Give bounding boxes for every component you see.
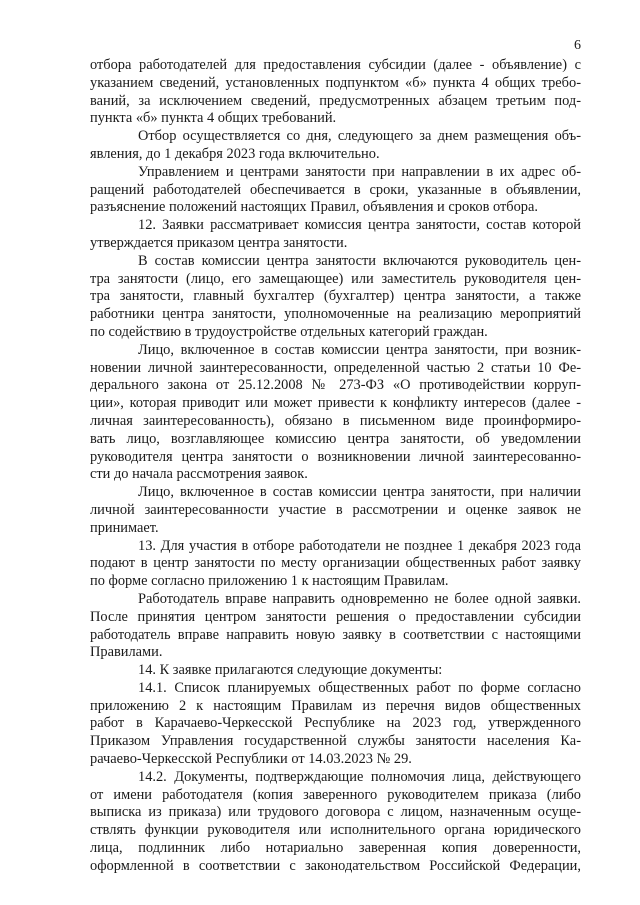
text-line: указанием сведений, установленных подпунктом «б» пункта 4 общих требо-	[90, 74, 581, 91]
text-line: пункта «б» пункта 4 общих требований.	[90, 110, 337, 127]
text-line: Правилами.	[90, 644, 163, 661]
text-line: лица, подлинник либо нотариально заверенная копия доверенности,	[90, 840, 581, 857]
text-line: 12. Заявки рассматривает комиссия центра занятости, состав которой	[138, 217, 581, 234]
text-line: ствлять функции руководителя или исполнительного органа юридического	[90, 822, 581, 839]
text-line: тра занятости (лицо, его замещающее) или заместитель руководителя цен-	[90, 270, 581, 287]
text-line: Работодатель вправе направить одновременно не более одной заявки.	[138, 590, 581, 607]
text-line: В состав комиссии центра занятости включаются руководитель цен-	[138, 252, 581, 269]
text-line: приложению 2 к настоящим Правилам из перечня видов общественных	[90, 697, 581, 714]
text-line: 14.1. Список планируемых общественных работ по форме согласно	[138, 679, 581, 696]
text-line: 13. Для участия в отборе работодатели не позднее 1 декабря 2023 года	[138, 537, 581, 554]
text-line: по форме согласно приложению 1 к настоящим Правилам.	[90, 573, 449, 590]
text-line: оформленной в соответствии с законодательством Российской Федерации,	[90, 857, 581, 874]
text-line: рачаево-Черкесской Республики от 14.03.2023 № 29.	[90, 751, 412, 768]
document-body	[90, 57, 581, 876]
text-line: ции», которая приводит или может привести к конфликту интересов (далее -	[90, 395, 581, 412]
text-line: Отбор осуществляется со дня, следующего за днем размещения объ-	[138, 128, 581, 145]
text-line: личная заинтересованность), обязано в письменном виде проинформиро-	[90, 412, 581, 429]
text-line: принимает.	[90, 519, 159, 536]
text-line: от имени работодателя (копия заверенного руководителем приказа (либо	[90, 786, 581, 803]
text-line: Лицо, включенное в состав комиссии центра занятости, при наличии	[138, 484, 581, 501]
text-line: сти до начала рассмотрения заявок.	[90, 466, 308, 483]
text-line: отбора работодателей для предоставления субсидии (далее - объявление) с	[90, 57, 581, 73]
text-line: руководителя центра занятости о возникновении личной заинтересованно-	[90, 448, 581, 465]
text-line: ваний, за исключением сведений, предусмотренных абзацем третьим под-	[90, 92, 581, 109]
text-line: работ в Карачаево-Черкесской Республике на 2023 год, утвержденного	[90, 715, 581, 732]
text-line: Управлением и центрами занятости при направлении в их адрес об-	[138, 163, 581, 180]
text-line: подают в центр занятости по месту организации общественных работ заявку	[90, 555, 581, 572]
text-line: 14.2. Документы, подтверждающие полномочия лица, действующего	[138, 768, 581, 785]
text-line: Лицо, включенное в состав комиссии центра занятости, при возник-	[138, 341, 581, 358]
text-line: После принятия центром занятости решения о предоставлении субсидии	[90, 608, 581, 625]
text-line: явления, до 1 декабря 2023 года включительно.	[90, 145, 380, 162]
text-line: новении личной заинтересованности, определенной частью 2 статьи 10 Фе-	[90, 359, 581, 376]
text-line: 14. К заявке прилагаются следующие документы:	[138, 662, 443, 679]
text-line: разъяснение положений настоящих Правил, объявления и сроков отбора.	[90, 199, 538, 216]
text-line: утверждается приказом центра занятости.	[90, 234, 348, 251]
text-line: Приказом Управления государственной службы занятости населения Ка-	[90, 733, 581, 750]
text-line: по содействию в трудоустройстве отдельных категорий граждан.	[90, 323, 488, 340]
text-line: работники центра занятости, уполномоченные на реализацию мероприятий	[90, 306, 581, 323]
text-line: выписка из приказа) или трудового договора с лицом, назначенным осуще-	[90, 804, 581, 821]
text-line: личной заинтересованности участие в рассмотрении и оценке заявок не	[90, 501, 581, 518]
text-line: ращений работодателей обеспечивается в сроки, указанные в объявлении,	[90, 181, 581, 198]
text-line: тра занятости, главный бухгалтер (бухгалтер) центра занятости, а также	[90, 288, 581, 305]
text-line: дерального закона от 25.12.2008 № 273-ФЗ «О противодействии корруп-	[90, 377, 581, 394]
page-number: 6	[574, 38, 581, 53]
text-line: вать лицо, возглавляющее комиссию центра занятости, об уведомлении	[90, 430, 581, 447]
text-line: работодатель вправе направить новую заявку в соответствии с настоящими	[90, 626, 581, 643]
